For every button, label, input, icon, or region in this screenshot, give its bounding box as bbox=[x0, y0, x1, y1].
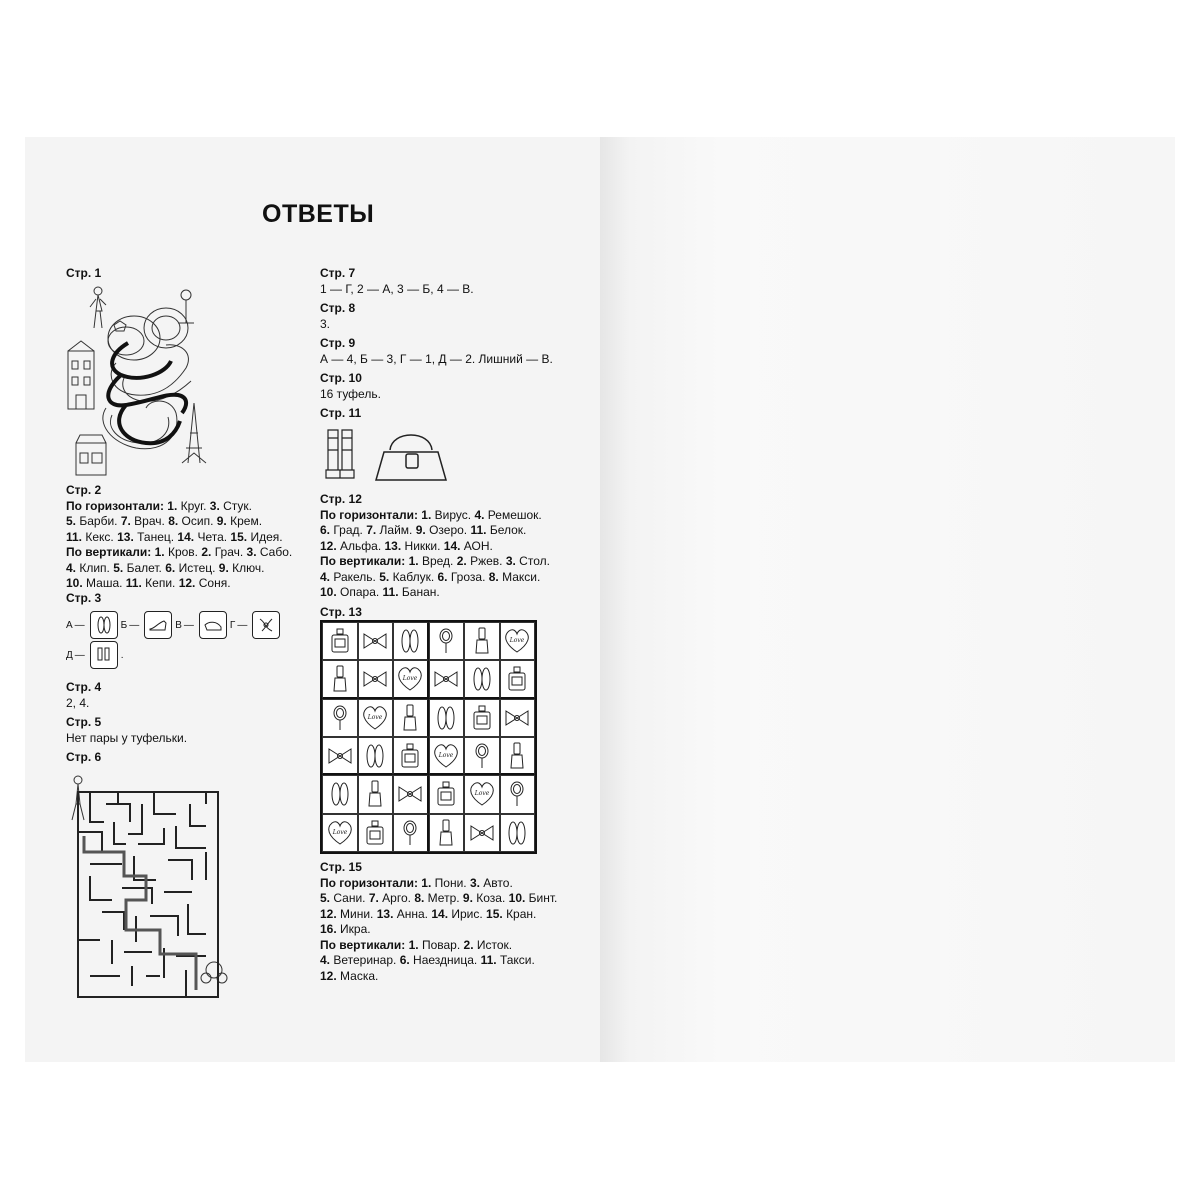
p15-answers bbox=[320, 876, 580, 985]
p2-answer-word: Клип. bbox=[76, 560, 114, 575]
mirror-icon bbox=[464, 737, 500, 775]
p12-answer-word: Град. bbox=[330, 523, 367, 537]
svg-text:Love: Love bbox=[367, 713, 383, 721]
perfume-icon bbox=[322, 622, 358, 660]
p12-answer-number: 11. bbox=[382, 585, 399, 599]
p12-answer-number: 13. bbox=[384, 538, 402, 553]
boots-icon bbox=[326, 430, 354, 478]
p2-answer-number: 7. bbox=[120, 514, 131, 528]
p15-answer-number: 12. bbox=[320, 906, 337, 921]
p12-answer-word: Гроза. bbox=[447, 569, 489, 584]
p15-answer-number: 12. bbox=[320, 968, 337, 983]
polish-icon bbox=[500, 737, 536, 775]
polish-icon bbox=[464, 622, 500, 660]
p2-answer-line bbox=[66, 514, 326, 530]
p15-answer-word: Икра. bbox=[336, 922, 371, 936]
heart-icon bbox=[393, 660, 429, 698]
shoes-icon bbox=[358, 737, 394, 775]
p2-answer-word: Сабо. bbox=[256, 545, 293, 559]
p12-answer-number: По вертикали: 1. bbox=[320, 554, 419, 568]
p2-answer-word: Кекс. bbox=[82, 529, 118, 544]
p15-answer-number: 4. bbox=[320, 953, 331, 967]
p9-answer: А — 4, Б — 3, Г — 1, Д — 2. Лишний — В. bbox=[320, 351, 553, 366]
p12-answer-word: Макси. bbox=[498, 569, 541, 584]
p2-answer-number: 10. bbox=[66, 576, 83, 590]
p2-answer-number: 6. bbox=[165, 560, 176, 575]
p3-end: . bbox=[120, 649, 124, 661]
section-heading-p8: Стр. 8 bbox=[320, 301, 356, 315]
shoes-icon bbox=[464, 660, 500, 698]
shoes-icon bbox=[393, 622, 429, 660]
p15-answer-word: Анна. bbox=[393, 906, 432, 921]
polish-icon bbox=[393, 699, 429, 737]
p2-answer-line bbox=[66, 499, 326, 515]
p12-answer-word: Стол. bbox=[515, 554, 550, 568]
p3-options-row-1: А — Б — В — Г — bbox=[66, 611, 283, 639]
section-heading-p7: Стр. 7 bbox=[320, 266, 356, 280]
bow-icon bbox=[358, 660, 394, 698]
svg-text:Love: Love bbox=[509, 637, 525, 645]
p15-answer-line bbox=[320, 938, 580, 954]
p15-answer-number: 13. bbox=[376, 906, 394, 921]
section-p4-p6 bbox=[66, 680, 306, 766]
bow-icon bbox=[393, 775, 429, 813]
mirror-icon bbox=[429, 622, 465, 660]
p2-answer-number: 9. bbox=[216, 514, 227, 528]
p3-letter-b: Б bbox=[120, 619, 128, 631]
bow-icon bbox=[322, 737, 358, 775]
p12-answer-number: 14. bbox=[443, 538, 461, 553]
section-p3 bbox=[66, 591, 101, 607]
heart-icon bbox=[464, 775, 500, 813]
p15-answer-number: 11. bbox=[480, 953, 497, 967]
heart-icon bbox=[500, 622, 536, 660]
p12-answer-word: Белок. bbox=[486, 523, 527, 537]
p15-answer-word: Ветеринар. bbox=[330, 953, 400, 967]
p2-answers bbox=[66, 499, 326, 592]
perfume-icon bbox=[393, 737, 429, 775]
mirror-icon bbox=[322, 699, 358, 737]
p3-letter-d: Д bbox=[66, 649, 73, 661]
p15-answer-word: Мини. bbox=[336, 906, 377, 921]
handbag-icon bbox=[376, 435, 446, 480]
left-column bbox=[66, 266, 306, 282]
p12-answer-number: 8. bbox=[488, 569, 499, 584]
p2-answer-number: 9. bbox=[218, 560, 229, 575]
p12-answer-word: Ракель. bbox=[330, 569, 380, 584]
svg-text:Love: Love bbox=[332, 828, 348, 836]
p15-answer-number: По горизонтали: 1. bbox=[320, 875, 432, 890]
p2-answer-line bbox=[66, 576, 326, 592]
p12-answer-number: 2. bbox=[456, 554, 467, 568]
svg-text:Love: Love bbox=[402, 674, 418, 682]
p12-answer-number: 10. bbox=[320, 585, 337, 599]
p15-answer-number: 8. bbox=[414, 891, 425, 905]
p2-answer-word: Балет. bbox=[123, 560, 166, 575]
section-p15 bbox=[320, 860, 580, 984]
p4-answer: 2, 4. bbox=[66, 695, 90, 710]
section-heading-p12: Стр. 12 bbox=[320, 492, 362, 506]
p2-answer-number: 11. bbox=[66, 529, 83, 544]
p12-answer-number: 9. bbox=[415, 523, 426, 537]
p15-answer-word: Коза. bbox=[472, 891, 509, 905]
p2-answer-word: Барби. bbox=[76, 514, 121, 528]
p15-answer-number: 5. bbox=[320, 891, 331, 905]
p2-answer-word: Танец. bbox=[133, 529, 178, 544]
p12-answer-number: 7. bbox=[366, 523, 377, 537]
mirror-icon bbox=[500, 775, 536, 813]
p15-answer-word: Метр. bbox=[424, 891, 463, 905]
p2-answer-word: Осип. bbox=[178, 514, 217, 528]
p2-answer-number: 5. bbox=[113, 560, 124, 575]
p2-answer-word: Крем. bbox=[226, 514, 263, 528]
p15-answer-word: Наездница. bbox=[409, 953, 481, 967]
bow-icon bbox=[464, 814, 500, 852]
p12-answer-word: Лайм. bbox=[376, 523, 416, 537]
p12-answer-number: 5. bbox=[379, 569, 390, 584]
page6-maze-illustration bbox=[66, 770, 236, 1000]
p12-answer-line bbox=[320, 508, 580, 524]
p12-answer-word: Вирус. bbox=[431, 507, 475, 522]
p2-answer-word: Маша. bbox=[82, 576, 126, 590]
p12-answer-word: Каблук. bbox=[389, 569, 438, 584]
svg-text:Love: Love bbox=[438, 751, 454, 759]
section-heading-p2: Стр. 2 bbox=[66, 483, 102, 497]
mirror-icon bbox=[393, 814, 429, 852]
p2-answer-word: Ключ. bbox=[228, 560, 265, 575]
p2-answer-number: 5. bbox=[66, 514, 77, 528]
p12-answer-number: 6. bbox=[437, 569, 448, 584]
p12-answer-line bbox=[320, 585, 580, 601]
p2-answer-number: 14. bbox=[177, 529, 195, 544]
heart-icon bbox=[358, 699, 394, 737]
p15-answer-number: 15. bbox=[486, 906, 503, 921]
p12-answer-word: Никки. bbox=[401, 538, 444, 553]
p2-answer-number: 11. bbox=[125, 576, 142, 590]
p3-letter-v: В bbox=[175, 619, 182, 631]
p2-answer-number: По вертикали: 1. bbox=[66, 545, 165, 559]
p15-answer-number: 9. bbox=[462, 891, 473, 905]
p12-answer-number: 4. bbox=[474, 507, 485, 522]
p15-answer-word: Такси. bbox=[496, 953, 535, 967]
shoes-icon bbox=[500, 814, 536, 852]
p12-answer-number: 3. bbox=[505, 554, 516, 568]
p15-answer-word: Маска. bbox=[336, 968, 379, 983]
p15-answer-line bbox=[320, 922, 580, 938]
p10-answer: 16 туфель. bbox=[320, 386, 381, 401]
polish-icon bbox=[322, 660, 358, 698]
bow-icon bbox=[429, 660, 465, 698]
p15-answer-word: Арго. bbox=[378, 891, 415, 905]
p15-answer-word: Кран. bbox=[502, 906, 537, 921]
p12-answer-line bbox=[320, 554, 580, 570]
section-heading-p13: Стр. 13 bbox=[320, 604, 362, 619]
p15-answer-line bbox=[320, 876, 580, 892]
p12-answer-number: По горизонтали: 1. bbox=[320, 507, 432, 522]
polish-icon bbox=[358, 775, 394, 813]
p2-answer-line bbox=[66, 561, 326, 577]
section-heading-p4: Стр. 4 bbox=[66, 680, 102, 694]
p15-answer-number: 2. bbox=[463, 937, 474, 952]
page1-maze-illustration bbox=[66, 283, 216, 478]
heart-icon bbox=[322, 814, 358, 852]
p15-answer-line bbox=[320, 891, 580, 907]
p15-answer-number: 6. bbox=[399, 953, 410, 967]
p2-answer-number: 12. bbox=[178, 576, 196, 590]
page11-answers-illustration bbox=[320, 420, 460, 490]
high-heel-icon bbox=[144, 611, 172, 639]
svg-text:Love: Love bbox=[474, 790, 490, 798]
p3-letter-a: А bbox=[66, 619, 73, 631]
p2-answer-number: По горизонтали: 1. bbox=[66, 498, 178, 513]
shoes-icon bbox=[429, 699, 465, 737]
p15-answer-line bbox=[320, 907, 580, 923]
p2-answer-line bbox=[66, 530, 326, 546]
p15-answer-word: Исток. bbox=[473, 937, 513, 952]
p2-answer-word: Идея. bbox=[247, 529, 283, 544]
p12-answer-number: 4. bbox=[320, 569, 331, 584]
bow-icon bbox=[500, 699, 536, 737]
p2-answer-word: Круг. bbox=[177, 498, 210, 513]
p15-answer-word: Повар. bbox=[418, 937, 464, 952]
p15-answer-line bbox=[320, 953, 580, 969]
p3-options-row-2: Д — . bbox=[66, 641, 124, 669]
p12-answers bbox=[320, 508, 580, 601]
p12-answer-word: Ржев. bbox=[466, 554, 506, 568]
p15-answer-number: 10. bbox=[508, 891, 526, 905]
right-page bbox=[600, 137, 1175, 1062]
p7-answer: 1 — Г, 2 — А, 3 — Б, 4 — В. bbox=[320, 281, 474, 296]
p2-answer-word: Врач. bbox=[130, 514, 169, 528]
p2-answer-word: Соня. bbox=[195, 576, 231, 590]
shoes-icon bbox=[322, 775, 358, 813]
p15-answer-word: Сани. bbox=[330, 891, 369, 905]
ribbon-icon bbox=[252, 611, 280, 639]
p15-answer-number: 3. bbox=[469, 875, 480, 890]
p15-answer-word: Ирис. bbox=[448, 906, 487, 921]
p12-answer-number: 11. bbox=[470, 523, 487, 537]
p12-answer-word: Альфа. bbox=[336, 538, 385, 553]
section-heading-p15: Стр. 15 bbox=[320, 860, 362, 874]
p12-answer-line bbox=[320, 523, 580, 539]
heart-icon bbox=[429, 737, 465, 775]
p12-answer-word: Вред. bbox=[418, 554, 457, 568]
perfume-icon bbox=[358, 814, 394, 852]
p12-answer-word: Опара. bbox=[336, 585, 383, 599]
shoes-pair-icon bbox=[90, 611, 118, 639]
bow-icon bbox=[358, 622, 394, 660]
p15-answer-word: Пони. bbox=[431, 875, 470, 890]
p2-answer-number: 3. bbox=[246, 545, 257, 559]
p3-letter-g: Г bbox=[229, 619, 236, 631]
section-heading-p1: Стр. 1 bbox=[66, 266, 102, 280]
section-heading-p3: Стр. 3 bbox=[66, 591, 102, 605]
section-heading-p10: Стр. 10 bbox=[320, 371, 362, 385]
p12-answer-word: Ремешок. bbox=[484, 507, 542, 522]
perfume-icon bbox=[464, 699, 500, 737]
section-heading-p6: Стр. 6 bbox=[66, 750, 102, 764]
p12-answer-word: АОН. bbox=[460, 538, 493, 553]
p15-answer-number: 7. bbox=[368, 891, 379, 905]
p2-answer-word: Кров. bbox=[164, 545, 202, 559]
page13-picture-sudoku bbox=[320, 620, 537, 854]
p2-answer-word: Кепи. bbox=[141, 576, 179, 590]
p2-answer-word: Истец. bbox=[175, 560, 219, 575]
p15-answer-line bbox=[320, 969, 580, 985]
perfume-icon bbox=[500, 660, 536, 698]
p12-answer-number: 12. bbox=[320, 538, 337, 553]
p2-answer-number: 2. bbox=[201, 545, 212, 559]
p12-answer-word: Банан. bbox=[398, 585, 440, 599]
p12-answer-line bbox=[320, 539, 580, 555]
p2-answer-number: 3. bbox=[209, 498, 220, 513]
p5-answer: Нет пары у туфельки. bbox=[66, 730, 188, 745]
p15-answer-word: Бинт. bbox=[525, 891, 558, 905]
p2-answer-word: Стук. bbox=[219, 498, 252, 513]
p8-answer: 3. bbox=[320, 316, 331, 331]
section-p2 bbox=[66, 483, 326, 592]
p2-answer-number: 13. bbox=[117, 529, 134, 544]
section-heading-p5: Стр. 5 bbox=[66, 715, 102, 729]
section-heading-p9: Стр. 9 bbox=[320, 336, 356, 350]
section-p12 bbox=[320, 492, 580, 620]
page-title: ОТВЕТЫ bbox=[262, 200, 375, 228]
p12-answer-number: 6. bbox=[320, 523, 331, 537]
slipper-icon bbox=[199, 611, 227, 639]
polish-icon bbox=[429, 814, 465, 852]
p2-answer-number: 8. bbox=[168, 514, 179, 528]
p2-answer-word: Грач. bbox=[211, 545, 247, 559]
p2-answer-number: 4. bbox=[66, 560, 77, 575]
p15-answer-number: 16. bbox=[320, 922, 337, 936]
p2-answer-word: Чета. bbox=[194, 529, 231, 544]
p2-answer-number: 15. bbox=[230, 529, 248, 544]
p12-answer-line bbox=[320, 570, 580, 586]
p15-answer-word: Авто. bbox=[479, 875, 513, 890]
right-column bbox=[320, 266, 580, 422]
p2-answer-line bbox=[66, 545, 326, 561]
section-heading-p11: Стр. 11 bbox=[320, 406, 362, 420]
p12-answer-word: Озеро. bbox=[425, 523, 471, 537]
boot-pair-icon bbox=[90, 641, 118, 669]
p15-answer-number: 14. bbox=[431, 906, 449, 921]
p15-answer-number: По вертикали: 1. bbox=[320, 937, 419, 952]
perfume-icon bbox=[429, 775, 465, 813]
